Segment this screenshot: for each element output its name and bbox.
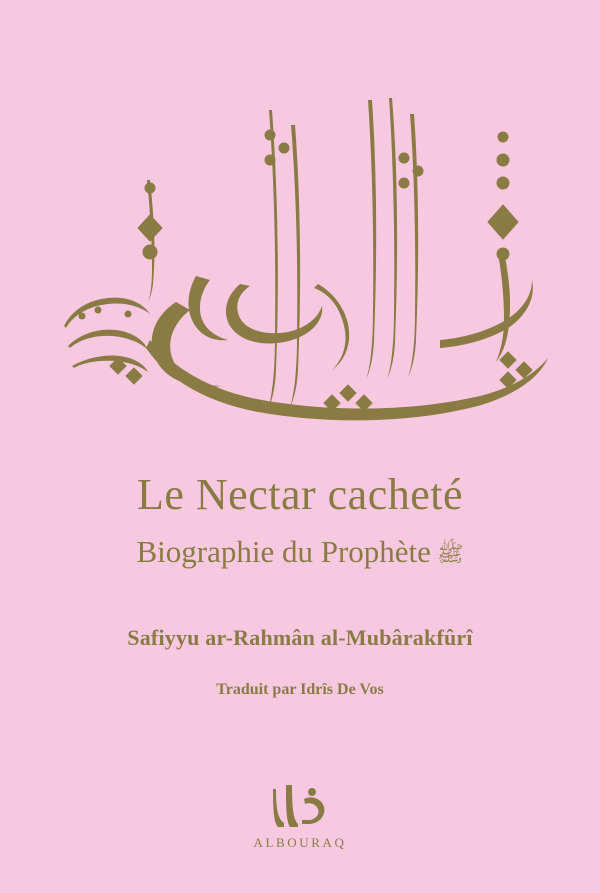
publisher-name: ALBOURAQ bbox=[253, 835, 347, 850]
translator-credit: Traduit par Idrîs De Vos bbox=[216, 680, 384, 698]
salawat-icon: ﷺ bbox=[436, 540, 464, 566]
title-block bbox=[0, 470, 600, 699]
albouraq-logo-icon bbox=[272, 783, 328, 829]
publisher-block bbox=[0, 783, 600, 851]
subtitle: Biographie du Prophète bbox=[136, 533, 431, 569]
author-name: Safiyyu ar-Rahmân al-Mubârakfûrî bbox=[127, 624, 473, 650]
subtitle-row bbox=[0, 535, 600, 569]
page-title: Le Nectar cacheté bbox=[136, 470, 464, 519]
arabic-calligraphy-artwork bbox=[0, 40, 600, 460]
